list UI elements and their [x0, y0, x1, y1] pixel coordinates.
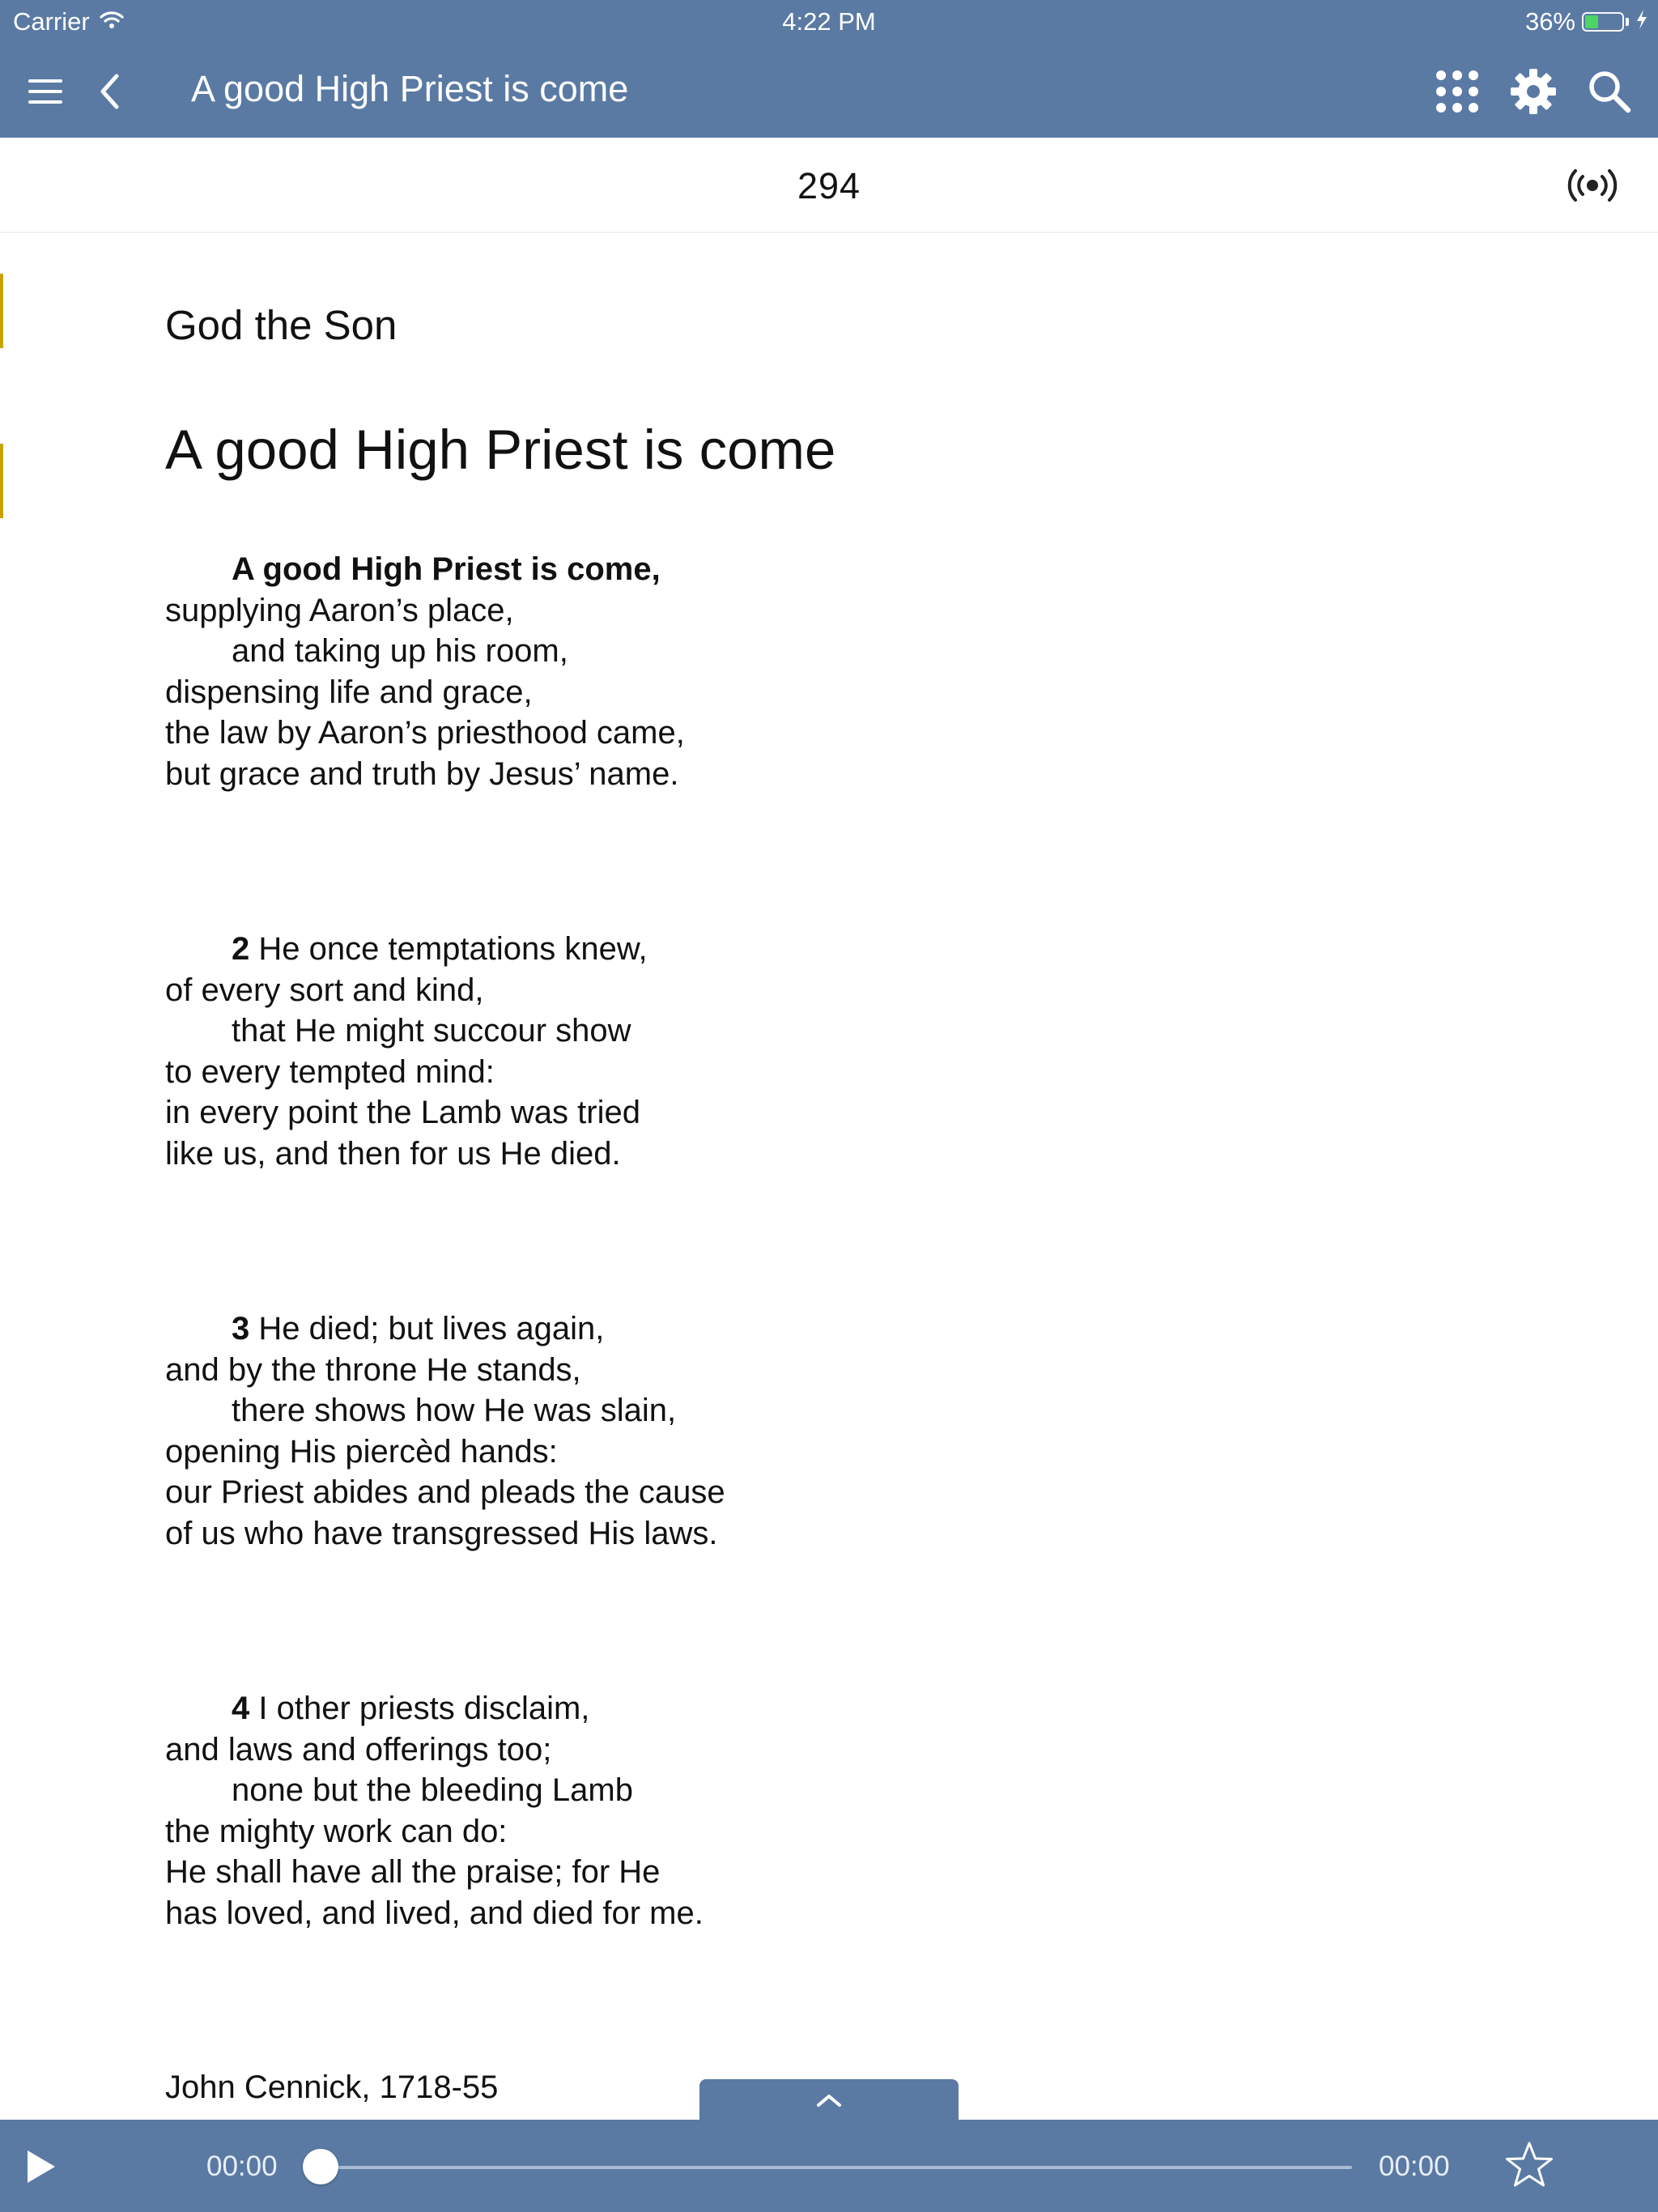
verse-line: [165, 1729, 704, 1771]
verse-line: [165, 1010, 648, 1052]
battery-percent: 36%: [1524, 7, 1575, 36]
verse-line: [165, 1052, 648, 1093]
verse-line-text: dispensing life and grace,: [165, 674, 533, 710]
battery-icon: [1582, 12, 1624, 32]
battery-tip: [1626, 18, 1629, 26]
verse-line: [165, 1308, 725, 1350]
verse-number: 2: [232, 931, 250, 967]
verse-line-text: but grace and truth by Jesus’ name.: [165, 755, 679, 792]
total-time: 00:00: [1379, 2150, 1450, 2182]
verse-line-text: opening His piercèd hands:: [165, 1433, 558, 1470]
verse-line: [165, 1134, 648, 1175]
verse-line-text: and laws and offerings too;: [165, 1731, 552, 1767]
search-button[interactable]: [1584, 66, 1635, 117]
verse-line-text: in every point the Lamb was tried: [165, 1095, 640, 1131]
verse-line-text: He died; but lives again,: [258, 1311, 605, 1346]
menu-icon: [27, 77, 64, 106]
verse-line: [165, 929, 648, 970]
verse-line: [165, 1893, 704, 1934]
verse-line: [165, 1811, 704, 1853]
expand-player-tab[interactable]: [699, 2079, 959, 2121]
menu-button[interactable]: [21, 70, 70, 113]
edge-mark: [0, 274, 3, 348]
verse-line: [165, 549, 685, 590]
verse-line-text: He shall have all the praise; for He: [165, 1854, 661, 1891]
verse-line-text: there shows how He was slain,: [232, 1393, 677, 1429]
settings-button[interactable]: [1507, 66, 1559, 117]
grid-icon: [1435, 69, 1480, 114]
verse-line-text: and taking up his room,: [232, 633, 568, 670]
broadcast-button[interactable]: [1564, 164, 1621, 207]
verse-line-text: and by the throne He stands,: [165, 1351, 581, 1388]
verse-line: [165, 713, 685, 754]
hymn-number: 294: [797, 165, 861, 206]
back-button[interactable]: [91, 68, 128, 115]
broadcast-icon: [1566, 168, 1619, 203]
verse-line-text: to every tempted mind:: [165, 1053, 495, 1090]
verse-line: [165, 672, 685, 713]
hymn-title: A good High Priest is come: [165, 419, 836, 481]
verse-line-text: the law by Aaron’s priesthood came,: [165, 715, 685, 751]
verse-2: [165, 929, 648, 1175]
gear-icon: [1509, 67, 1558, 116]
verse-line-text: none but the bleeding Lamb: [232, 1772, 633, 1809]
audio-player: [0, 2120, 1658, 2212]
verse-line: [165, 590, 685, 632]
verse-line: [165, 1092, 648, 1134]
verse-line: [165, 1472, 725, 1513]
verse-line: [165, 1852, 704, 1893]
verse-line: [165, 754, 685, 795]
verse-line-text: like us, and then for us He died.: [165, 1135, 621, 1172]
status-bar: [0, 0, 1658, 45]
elapsed-time: 00:00: [206, 2150, 278, 2182]
verse-line: [165, 1513, 725, 1555]
search-icon: [1587, 69, 1632, 114]
verse-line-text: supplying Aaron’s place,: [165, 592, 514, 628]
verse-line-text: of us who have transgressed His laws.: [165, 1515, 718, 1551]
verse-line-text: of every sort and kind,: [165, 972, 484, 1008]
favorite-button[interactable]: [1504, 2141, 1554, 2193]
chevron-up-icon: [814, 2091, 844, 2109]
star-icon: [1504, 2141, 1554, 2189]
nav-title: A good High Priest is come: [191, 68, 629, 109]
hymn-category: God the Son: [165, 302, 397, 348]
verse-number: 4: [232, 1691, 250, 1726]
verse-3: [165, 1308, 725, 1555]
back-chevron-icon: [98, 73, 121, 110]
progress-track[interactable]: [321, 2166, 1352, 2169]
verse-line: [165, 1770, 704, 1811]
verse-line: [165, 1350, 725, 1391]
play-button[interactable]: [24, 2148, 58, 2189]
play-icon: [24, 2148, 58, 2185]
verse-line: [165, 631, 685, 672]
verse-line-text: has loved, and lived, and died for me.: [165, 1895, 704, 1931]
charging-bolt-icon: [1635, 7, 1648, 36]
verse-line-text: I other priests disclaim,: [258, 1691, 590, 1726]
hymn-author: John Cennick, 1718-55: [165, 2069, 499, 2105]
verse-line-text: our Priest abides and pleads the cause: [165, 1474, 725, 1511]
verse-line: [165, 1390, 725, 1431]
nav-bar: [0, 45, 1658, 138]
verse-line: [165, 970, 648, 1011]
status-time: 4:22 PM: [782, 7, 876, 36]
edge-mark: [0, 444, 3, 518]
verse-line-text: He once temptations knew,: [258, 931, 648, 967]
progress-thumb[interactable]: [303, 2149, 338, 2184]
verse-line-text: A good High Priest is come,: [232, 551, 661, 587]
verse-line-text: that He might succour show: [232, 1013, 631, 1049]
verse-number: 3: [232, 1311, 250, 1346]
carrier-label: Carrier: [13, 7, 90, 36]
grid-button[interactable]: [1431, 67, 1483, 116]
verse-line: [165, 1688, 704, 1729]
verse-1: [165, 549, 685, 795]
verse-4: [165, 1688, 704, 1934]
verse-line-text: the mighty work can do:: [165, 1813, 508, 1849]
hymn-number-bar: [0, 138, 1658, 233]
battery-level-fill: [1585, 15, 1598, 28]
battery-group: [1525, 7, 1648, 36]
verse-line: [165, 1431, 725, 1473]
